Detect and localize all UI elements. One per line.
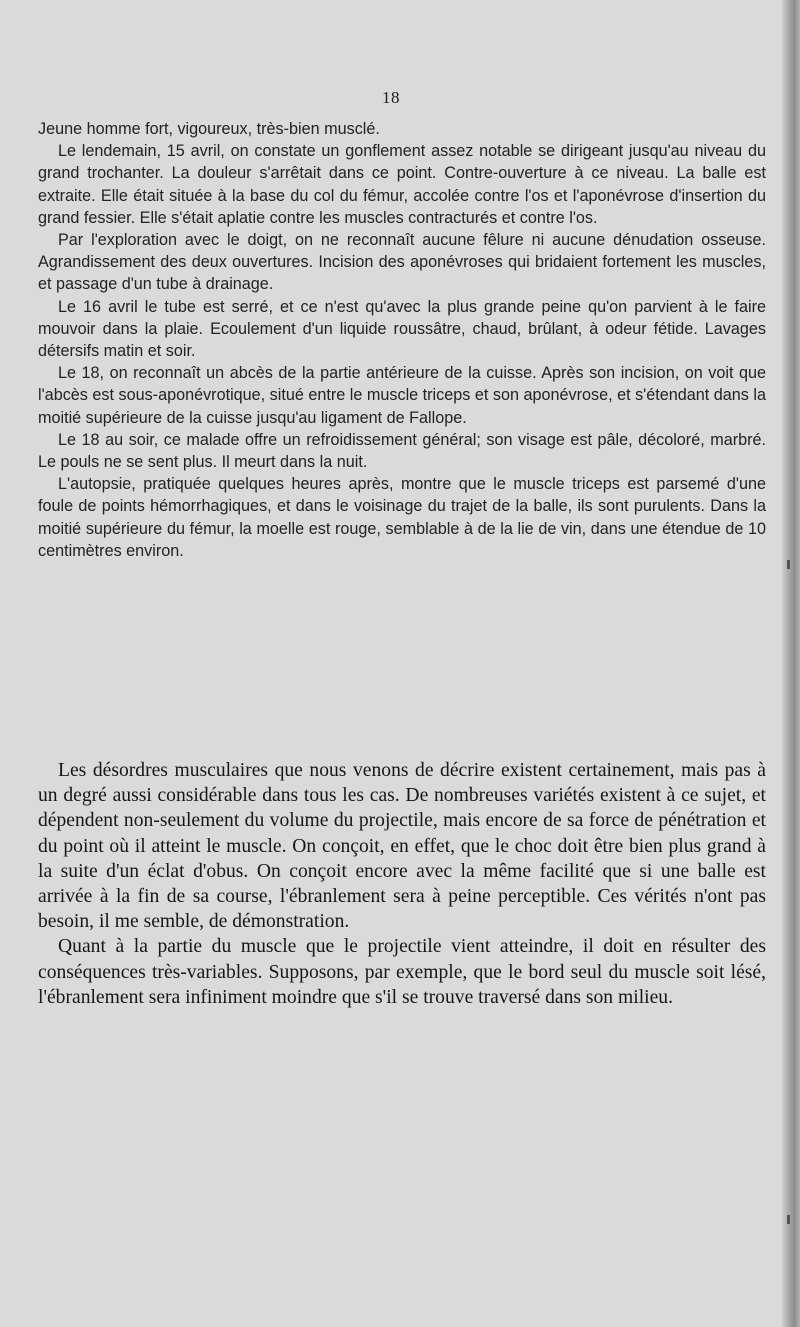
body-paragraph: Les désordres musculaires que nous venons de décrire existent certainement, mais pas à un degré aussi considérable dans tous les cas. De nombreuses variétés existent à ce sujet, et dépendent non-seulement du volume du projectile, mais encore de sa force de pénétration et du point où il atteint le muscle. On conçoit, en effet, que le choc doit être bien plus grand à la suite d'un éclat d'obus. On conçoit encore avec la même facilité que si une balle est arrivée à la fin de sa course, l'ébranlement sera à peine perceptible. Ces vérités n'ont pas besoin, il me semble, de démonstration.	[38, 760, 766, 933]
body-paragraph: Quant à la partie du muscle que le projectile vient atteindre, il doit en résulter des conséquences très-variables. Supposons, par exemple, que le bord seul du muscle soit lésé, l'ébranlement sera infiniment moindre que s'il se trouve traversé dans son milieu.	[38, 936, 766, 1008]
case-paragraph: Jeune homme fort, vigoureux, très-bien musclé.	[38, 120, 380, 138]
case-paragraph: L'autopsie, pratiquée quelques heures après, montre que le muscle triceps est parsemé d'une foule de points hémorrhagiques, et dans le voisinage du trajet de la balle, ils sont purulents. Dans la moitié supérieure du fémur, la moelle est rouge, semblable à de la lie de vin, dans une étendue de 10 centimètres environ.	[38, 475, 766, 560]
page-number: 18	[382, 88, 400, 107]
case-paragraph: Le lendemain, 15 avril, on constate un gonflement assez notable se dirigeant jusqu'au niveau du grand trochanter. La douleur s'arrêtait dans ce point. Contre-ouverture à ce niveau. La balle est extraite. Elle était située à la base du col du fémur, accolée contre l'os et l'aponévrose d'insertion du grand fessier. Elle s'était aplatie contre les muscles contracturés et contre l'os.	[38, 142, 766, 227]
case-paragraph: Le 18 au soir, ce malade offre un refroidissement général; son visage est pâle, décoloré, marbré. Le pouls ne se sent plus. Il meurt dans la nuit.	[38, 430, 766, 472]
edge-mark	[787, 1215, 790, 1224]
case-paragraph: Par l'exploration avec le doigt, on ne reconnaît aucune fêlure ni aucune dénudation osseuse. Agrandissement des deux ouvertures. Incision des aponévroses qui bridaient fortement les muscles, et passage d'un tube à drainage.	[38, 231, 766, 294]
page-edge	[782, 0, 800, 1327]
case-paragraph: Le 16 avril le tube est serré, et ce n'est qu'avec la plus grande peine qu'on parvient à le faire mouvoir dans la plaie. Ecoulement d'un liquide roussâtre, chaud, brûlant, à odeur fétide. Lavages détersifs matin et soir.	[38, 297, 766, 361]
case-paragraph: Le 18, on reconnaît un abcès de la partie antérieure de la cuisse. Après son incision, on voit que l'abcès est sous-aponévrotique, situé entre le muscle triceps et son aponévrose, et s'étendant dans la moitié supérieure de la cuisse jusqu'au ligament de Fallope.	[38, 364, 766, 427]
main-text	[38, 758, 766, 1010]
edge-mark	[787, 560, 790, 569]
case-report	[38, 118, 766, 562]
